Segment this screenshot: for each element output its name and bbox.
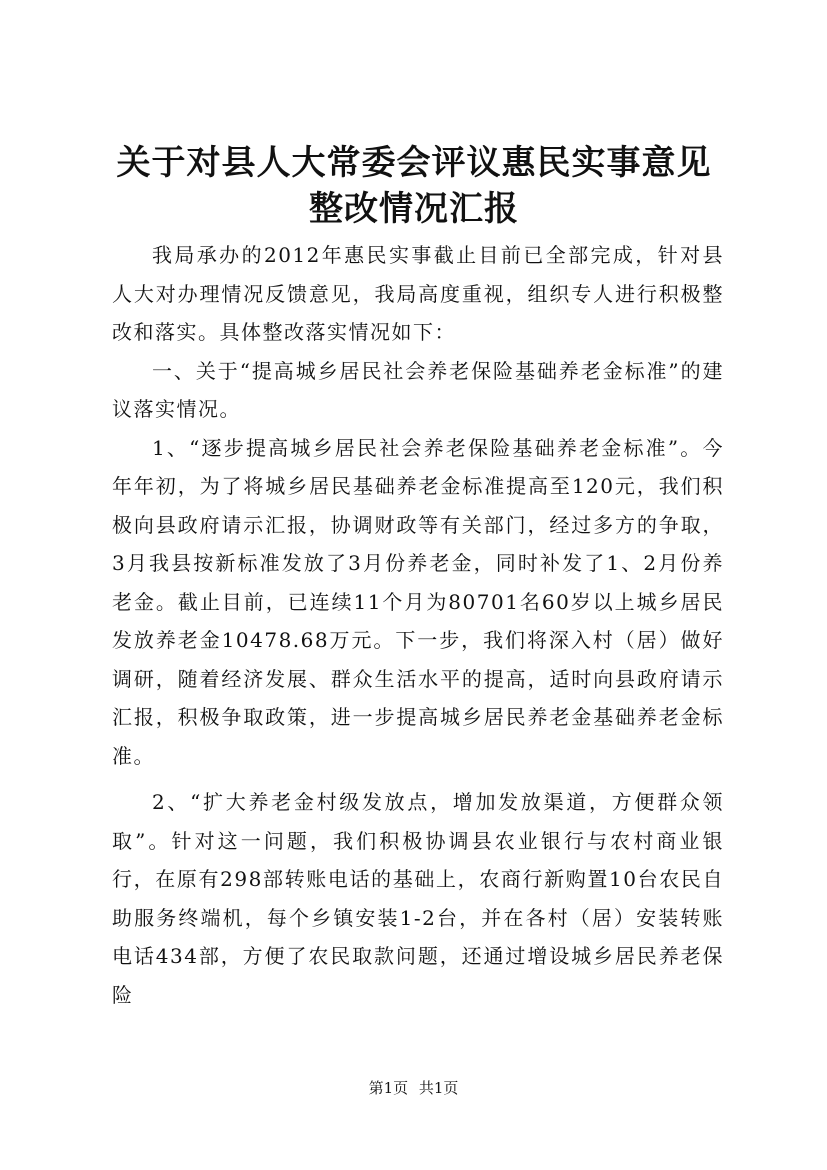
paragraph-intro: 我局承办的2012年惠民实事截止目前已全部完成，针对县人大对办理情况反馈意见，我局高度重视，组织专人进行积极整改和落实。具体整改落实情况如下： bbox=[112, 243, 724, 344]
page-total: 共1页 bbox=[418, 1079, 459, 1097]
paragraph-section-heading: 一、关于“提高城乡居民社会养老保险基础养老金标准”的建议落实情况。 bbox=[112, 358, 724, 421]
paragraph-item-1: 1、“逐步提高城乡居民社会养老保险基础养老金标准”。今年年初，为了将城乡居民基础养老金标准提高至120元，我们积极向县政府请示汇报，协调财政等有关部门，经过多方的争取，3月我县按新标准发放了3月份养老金，同时补发了1、2月份养老金。截止目前，已连续11个月为80701名60岁以上城乡居民发放养老金10478.68万元。下一步，我们将深入村（居）做好调研，随着经济发展、群众生活水平的提高，适时向县政府请示汇报，积极争取政策，进一步提高城乡居民养老金基础养老金标准。 bbox=[112, 435, 724, 768]
document-title: 关于对县人大常委会评议惠民实事意见整改情况汇报 bbox=[116, 143, 712, 229]
paragraph-item-2: 2、“扩大养老金村级发放点，增加发放渠道，方便群众领取”。针对这一问题，我们积极协调县农业银行与农村商业银行，在原有298部转账电话的基础上，农商行新购置10台农民自助服务终端机，每个乡镇安装1-2台，并在各村（居）安装转账电话434部，方便了农民取款问题，还通过增设城乡居民养老保险 bbox=[112, 790, 724, 1007]
page-footer bbox=[0, 1078, 827, 1098]
page-number: 第1页 bbox=[368, 1079, 409, 1097]
document-body bbox=[112, 236, 724, 1014]
